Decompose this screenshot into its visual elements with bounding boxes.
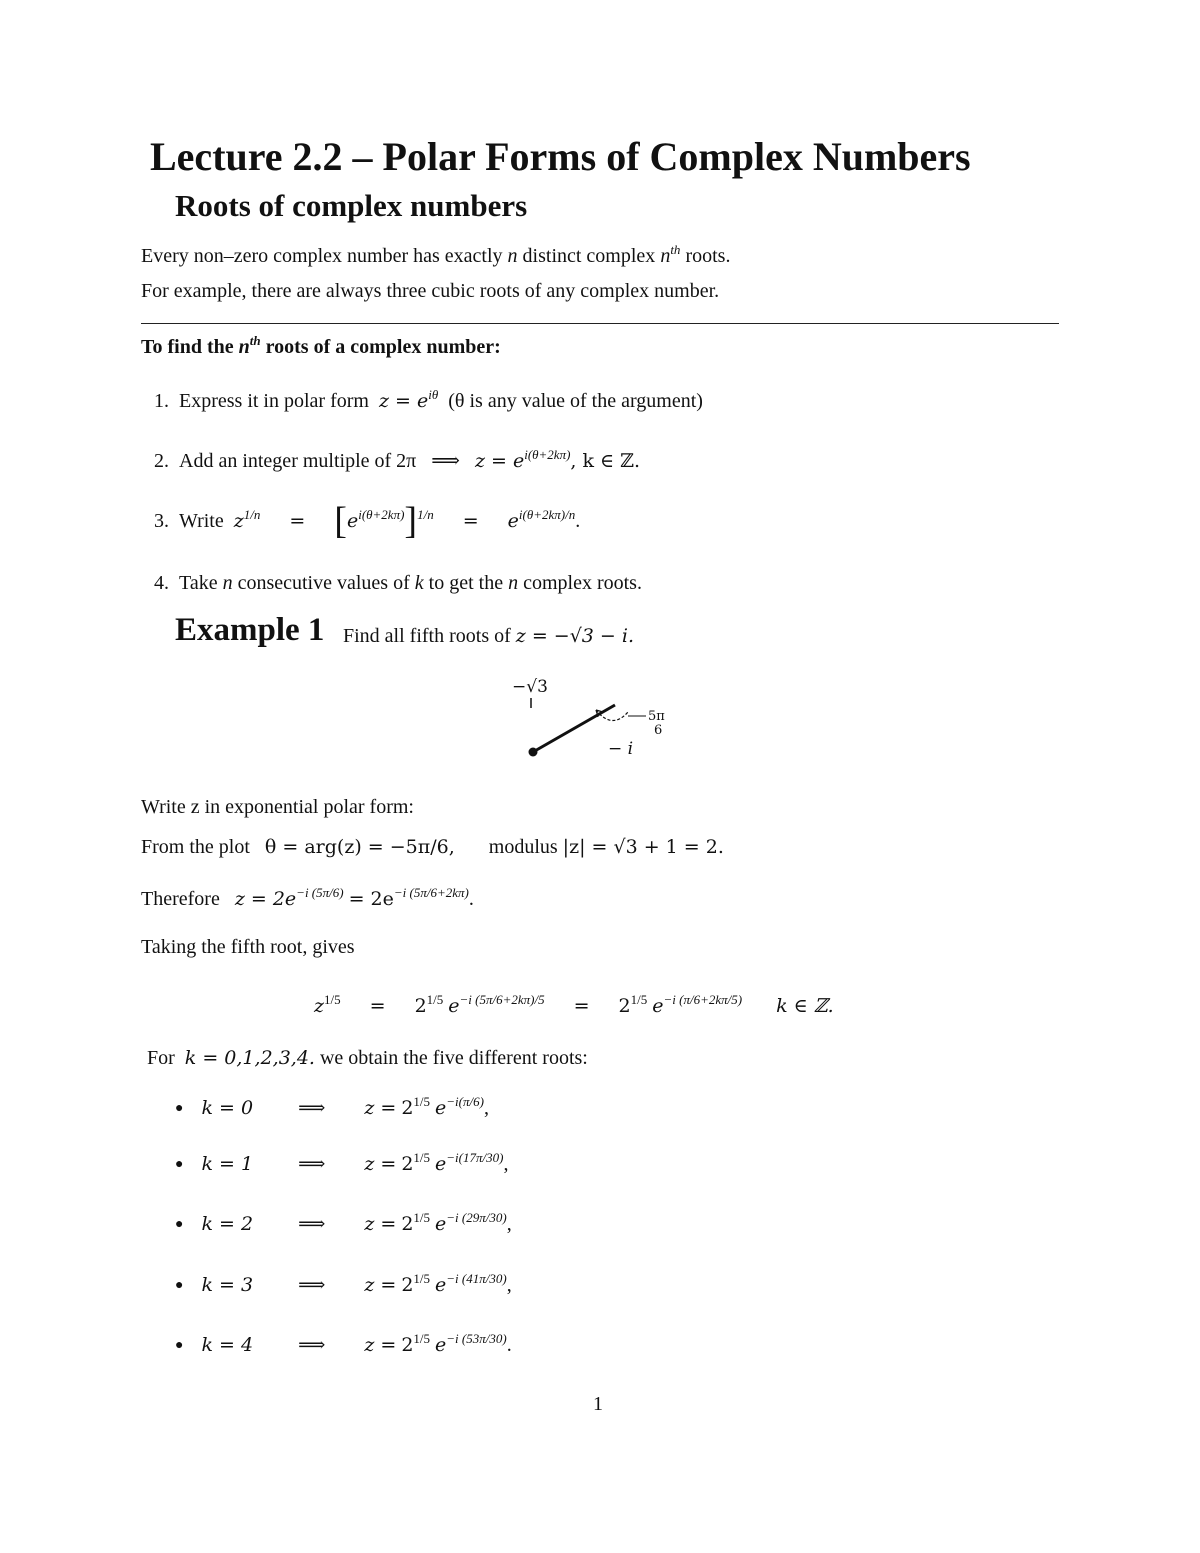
root-item: ● k = 3 ⟹ $z = 2^{1/5}$ $e^{-i (41\pi/30)}$, [175, 1271, 512, 1296]
argand-diagram [500, 672, 690, 767]
root-item: ● k = 2 ⟹ $z = 2^{1/5}$ $e^{-i (29\pi/30)}$, [175, 1210, 512, 1235]
for-line: For k = 0,1,2,3,4. we obtain the five different roots: [147, 1047, 588, 1069]
y-label: − i [608, 739, 634, 759]
horizontal-rule [141, 323, 1059, 324]
step-1: 1. Express it in polar form $z = e^{i\theta}$ (θ is any value of the argument) [154, 387, 703, 412]
x-label: −√3 [512, 677, 548, 697]
step-4: 4. Take n consecutive values of k to get the n complex roots. [154, 572, 642, 594]
page-number: 1 [593, 1393, 603, 1415]
write-line: Write z in exponential polar form: [141, 796, 414, 818]
taking-line: Taking the fifth root, gives [141, 936, 355, 958]
step-2: 2. Add an integer multiple of 2π ⟹ $z = e^{i(\theta+2k\pi)}$, k ∈ ℤ. [154, 447, 641, 472]
root-item: ● k = 4 ⟹ $z = 2^{1/5}$ $e^{-i (53\pi/30)}$. [175, 1331, 512, 1356]
step-3: 3. Write $z^{1/n} = [e^{i(\theta+2k\pi)}]^{1/n} = e^{i(\theta+2k\pi)/n}$. [154, 500, 581, 542]
intro-line-2: For example, there are always three cubic roots of any complex number. [141, 280, 720, 302]
page-title: Lecture 2.2 – Polar Forms of Complex Numbers [150, 134, 971, 179]
point-z [529, 748, 538, 757]
therefore-line: Therefore $z = 2e^{-i (5\pi/6)} = 2e^{-i (5\pi/6+2k\pi)}$. [141, 885, 474, 910]
angle-numerator: 5π [648, 709, 665, 724]
example-prompt: Find all fifth roots of z = −√3 − i. [343, 625, 635, 647]
display-equation: $z^{1/5} = 2^{1/5}$ $e^{-i (5\pi/6+2k\pi)/5} = 2^{1/5}$ $e^{-i (\pi/6+2k\pi/5)}$ k ∈ ℤ. [314, 992, 834, 1017]
plot-line: From the plot θ = arg(z) = −5π/6, modulus |z| = √3 + 1 = 2. [141, 836, 724, 858]
angle-denominator: 6 [654, 723, 663, 738]
intro-line-1: Every non–zero complex number has exactly n distinct complex $n^{th}$ roots. [141, 242, 731, 267]
root-item: ● k = 1 ⟹ $z = 2^{1/5}$ $e^{-i(17\pi/30)}$, [175, 1150, 509, 1175]
root-item: ● k = 0 ⟹ $z = 2^{1/5}$ $e^{-i(\pi/6)}$, [175, 1094, 489, 1119]
procedure-heading: To find the $n^{th}$ roots of a complex number: [141, 333, 501, 358]
section-heading: Roots of complex numbers [175, 188, 528, 223]
example-heading: Example 1 [175, 612, 325, 648]
